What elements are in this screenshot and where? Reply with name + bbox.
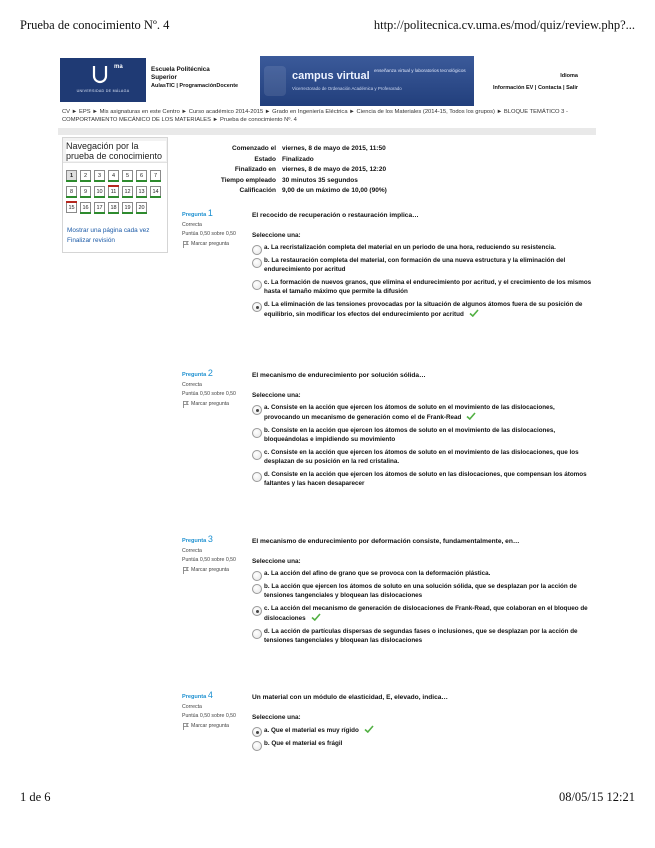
question-button-13[interactable]: 13 bbox=[136, 186, 147, 197]
answer-option[interactable]: c. La formación de nuevos granos, que elimina el endurecimiento por acritud, y el crecimiento de los mismos hasta el tamaño máximo que permite la difusión bbox=[252, 278, 592, 296]
radio-button[interactable] bbox=[252, 428, 262, 438]
question-info bbox=[182, 536, 242, 573]
question-state: Correcta bbox=[182, 703, 202, 710]
question-button-12[interactable]: 12 bbox=[122, 186, 133, 197]
flag-question-button[interactable]: Marcar pregunta bbox=[182, 567, 242, 574]
question-button-10[interactable]: 10 bbox=[94, 186, 105, 197]
correct-check-icon bbox=[311, 613, 321, 621]
summary-value: 30 minutos 35 segundos bbox=[282, 176, 358, 184]
finish-review-link[interactable]: Finalizar revisión bbox=[67, 237, 115, 244]
nav-title: Navegación por la prueba de conocimiento bbox=[66, 141, 166, 161]
question-text: El mecanismo de endurecimiento por solución sólida… bbox=[252, 372, 426, 379]
print-footer bbox=[20, 790, 635, 806]
answer-option[interactable]: b. Consiste en la acción que ejercen los átomos de soluto en el movimiento de las dislocaciones, bloqueándolas e impidiendo su movimiento bbox=[252, 426, 592, 444]
question-state: Correcta bbox=[182, 547, 202, 554]
question-button-19[interactable]: 19 bbox=[122, 202, 133, 213]
question-number: Pregunta 1 bbox=[182, 208, 213, 218]
answer-option-selected[interactable]: d. La eliminación de las tensiones provocadas por la situación de algunos átomos fuera de su posición de equilibrio, sin modificar los efectos del endurecimiento por acritud bbox=[252, 300, 592, 319]
question-info bbox=[182, 692, 242, 729]
language-menu[interactable]: Idioma bbox=[560, 73, 578, 79]
school-name-line1: Escuela Politécnica bbox=[151, 66, 210, 73]
answer-option[interactable]: b. Que el material es frágil bbox=[252, 739, 592, 748]
answer-option[interactable]: a. La acción del afino de grano que se provoca con la deformación plástica. bbox=[252, 569, 592, 578]
question-button-16[interactable]: 16 bbox=[80, 202, 91, 213]
answer-option[interactable]: b. La restauración completa del material, con formación de una nueva estructura y la eliminación del endurecimiento por acritud bbox=[252, 256, 592, 274]
quiz-review-page bbox=[58, 56, 596, 747]
question-content bbox=[252, 692, 592, 748]
summary-value: viernes, 8 de mayo de 2015, 11:50 bbox=[282, 145, 386, 152]
school-name-line2: Superior bbox=[151, 74, 177, 81]
radio-button[interactable] bbox=[252, 245, 262, 255]
answer-prompt: Seleccione una: bbox=[252, 232, 301, 239]
print-datetime: 08/05/15 12:21 bbox=[558, 790, 635, 804]
flag-question-button[interactable]: Marcar pregunta bbox=[182, 401, 242, 408]
radio-button[interactable] bbox=[252, 280, 262, 290]
site-banner bbox=[58, 56, 596, 106]
print-title: Prueba de conocimiento Nº. 4 bbox=[20, 18, 170, 32]
question-button-20[interactable]: 20 bbox=[136, 202, 147, 213]
flag-question-button[interactable]: Marcar pregunta bbox=[182, 723, 242, 730]
question-number: Pregunta 3 bbox=[182, 534, 213, 544]
radio-button-selected[interactable] bbox=[252, 405, 262, 415]
question-number: Pregunta 4 bbox=[182, 690, 213, 700]
question-button-11[interactable]: 11 bbox=[108, 186, 119, 197]
summary-label: Finalizado en bbox=[234, 166, 276, 173]
question-content bbox=[252, 536, 592, 645]
radio-button-selected[interactable] bbox=[252, 302, 262, 312]
question-button-8[interactable]: 8 bbox=[66, 186, 77, 197]
answer-prompt: Seleccione una: bbox=[252, 392, 301, 399]
question-button-18[interactable]: 18 bbox=[108, 202, 119, 213]
question-grade: Puntúa 0,50 sobre 0,50 bbox=[182, 391, 236, 397]
answer-prompt: Seleccione una: bbox=[252, 714, 301, 721]
question-info bbox=[182, 210, 242, 247]
summary-value: Finalizado bbox=[282, 155, 314, 163]
answer-option-selected[interactable]: a. Consiste en la acción que ejercen los átomos de soluto en el movimiento de las dislocaciones, provocando un mecanismo de generación como el de Frank-Read bbox=[252, 403, 592, 422]
summary-value: viernes, 8 de mayo de 2015, 12:20 bbox=[282, 166, 387, 173]
question-button-5[interactable]: 5 bbox=[122, 170, 133, 181]
question-button-2[interactable]: 2 bbox=[80, 170, 91, 181]
question-grade: Puntúa 0,50 sobre 0,50 bbox=[182, 713, 236, 719]
question-state: Correcta bbox=[182, 221, 202, 228]
question-button-17[interactable]: 17 bbox=[94, 202, 105, 213]
radio-button[interactable] bbox=[252, 258, 262, 268]
campus-virtual-vice: Vicerrectorado de Ordenación Académica y Profesorado bbox=[292, 86, 402, 91]
question-info bbox=[182, 370, 242, 407]
question-content bbox=[252, 210, 592, 319]
correct-check-icon bbox=[466, 412, 476, 420]
radio-button[interactable] bbox=[252, 472, 262, 482]
question-content bbox=[252, 370, 592, 488]
question-button-9[interactable]: 9 bbox=[80, 186, 91, 197]
answer-option[interactable]: c. Consiste en la acción que ejercen los átomos de soluto en el movimiento de las dislocaciones, que los desplazan de su posición en la red cristalina. bbox=[252, 448, 592, 466]
print-header bbox=[20, 18, 635, 34]
divider-bar bbox=[58, 128, 596, 135]
quiz-navigation-block bbox=[62, 137, 168, 253]
print-url: http://politecnica.cv.uma.es/mod/quiz/review.php?... bbox=[373, 18, 635, 32]
correct-check-icon bbox=[469, 309, 479, 317]
radio-button-selected[interactable] bbox=[252, 606, 262, 616]
question-button-4[interactable]: 4 bbox=[108, 170, 119, 181]
school-name bbox=[151, 66, 271, 90]
radio-button-selected[interactable] bbox=[252, 727, 262, 737]
question-grade: Puntúa 0,50 sobre 0,50 bbox=[182, 557, 236, 563]
summary-label: Estado bbox=[254, 155, 276, 163]
flag-question-button[interactable]: Marcar pregunta bbox=[182, 241, 242, 248]
correct-check-icon bbox=[364, 725, 374, 733]
question-text: El mecanismo de endurecimiento por deformación consiste, fundamentalmente, en… bbox=[252, 538, 520, 545]
summary-label: Calificación bbox=[239, 187, 276, 194]
radio-button[interactable] bbox=[252, 584, 262, 594]
question-button-15[interactable]: 15 bbox=[66, 202, 77, 213]
answer-option[interactable]: a. La recristalización completa del material en un periodo de una hora, reduciendo su resistencia. bbox=[252, 243, 592, 252]
question-number: Pregunta 2 bbox=[182, 368, 213, 378]
answer-option[interactable]: d. Consiste en la acción que ejercen los átomos de soluto en las dislocaciones, que compensan los átomos faltantes y las hacen desaparecer bbox=[252, 470, 592, 488]
question-grade: Puntúa 0,50 sobre 0,50 bbox=[182, 231, 236, 237]
question-text: El recocido de recuperación o restauración implica… bbox=[252, 212, 419, 219]
school-links[interactable]: AulasTIC | ProgramaciónDocente bbox=[151, 83, 239, 89]
question-button-7[interactable]: 7 bbox=[150, 170, 161, 181]
summary-label: Tiempo empleado bbox=[220, 176, 276, 184]
flag-icon bbox=[183, 723, 189, 730]
radio-button[interactable] bbox=[252, 450, 262, 460]
university-mark-icon bbox=[90, 64, 114, 84]
answer-option[interactable]: b. La acción que ejercen los átomos de soluto en una solución sólida, que se desplazan por la acción de tensiones tangenciales y bloquean las dislocaciones bbox=[252, 582, 592, 600]
question-button-14[interactable]: 14 bbox=[150, 186, 161, 197]
answer-prompt: Seleccione una: bbox=[252, 558, 301, 565]
breadcrumb[interactable]: CV ► EPS ► Mis asignaturas en este Centro ► Curso académico 2014-2015 ► Grado en Ingeniería Eléctrica ► Ciencia de los Materiales (2014-15, Todos los grupos) ► BLOQUE TEMÁTICO 3 - COMPORTAMIENTO MECÁNICO DE LOS MATERIALES ► Prueba de conocimiento Nº. 4 bbox=[62, 109, 568, 123]
university-name: UNIVERSIDAD DE MÁLAGA bbox=[76, 89, 130, 93]
question-button-3[interactable]: 3 bbox=[94, 170, 105, 181]
radio-button[interactable] bbox=[252, 571, 262, 581]
campus-virtual-title: campus virtual bbox=[292, 70, 370, 82]
show-one-page-link[interactable]: Mostrar una página cada vez bbox=[67, 227, 150, 234]
answer-option-selected[interactable]: c. La acción del mecanismo de generación de dislocaciones de Frank-Read, que colaboran en el bloqueo de dislocaciones bbox=[252, 604, 592, 623]
summary-label: Comenzado el bbox=[231, 145, 276, 152]
flag-icon bbox=[183, 567, 189, 574]
summary-value: 9,00 de un máximo de 10,00 (90%) bbox=[282, 187, 387, 194]
radio-button[interactable] bbox=[252, 629, 262, 639]
logo-mark-text: ma bbox=[114, 64, 123, 70]
campus-virtual-banner[interactable] bbox=[260, 56, 474, 106]
university-logo[interactable] bbox=[60, 58, 146, 102]
print-page-number: 1 de 6 bbox=[20, 790, 51, 804]
top-links[interactable]: Información EV | Contacta | Salir bbox=[493, 85, 578, 91]
banner-decoration bbox=[264, 66, 286, 96]
flag-icon bbox=[183, 241, 189, 248]
radio-button[interactable] bbox=[252, 741, 262, 751]
flag-icon bbox=[183, 401, 189, 408]
question-state: Correcta bbox=[182, 381, 202, 388]
question-text: Un material con un módulo de elasticidad, E, elevado, indica… bbox=[252, 694, 449, 701]
question-button-1[interactable]: 1 bbox=[66, 170, 77, 181]
campus-virtual-subtitle: enseñanza virtual y laboratorios tecnológicos bbox=[374, 68, 466, 73]
question-button-6[interactable]: 6 bbox=[136, 170, 147, 181]
answer-option-selected[interactable]: a. Que el material es muy rígido bbox=[252, 725, 592, 735]
answer-option[interactable]: d. La acción de partículas dispersas de segundas fases o inclusiones, que se desplazan por la acción de tensiones tangenciales y bloquean las dislocaciones bbox=[252, 627, 592, 645]
